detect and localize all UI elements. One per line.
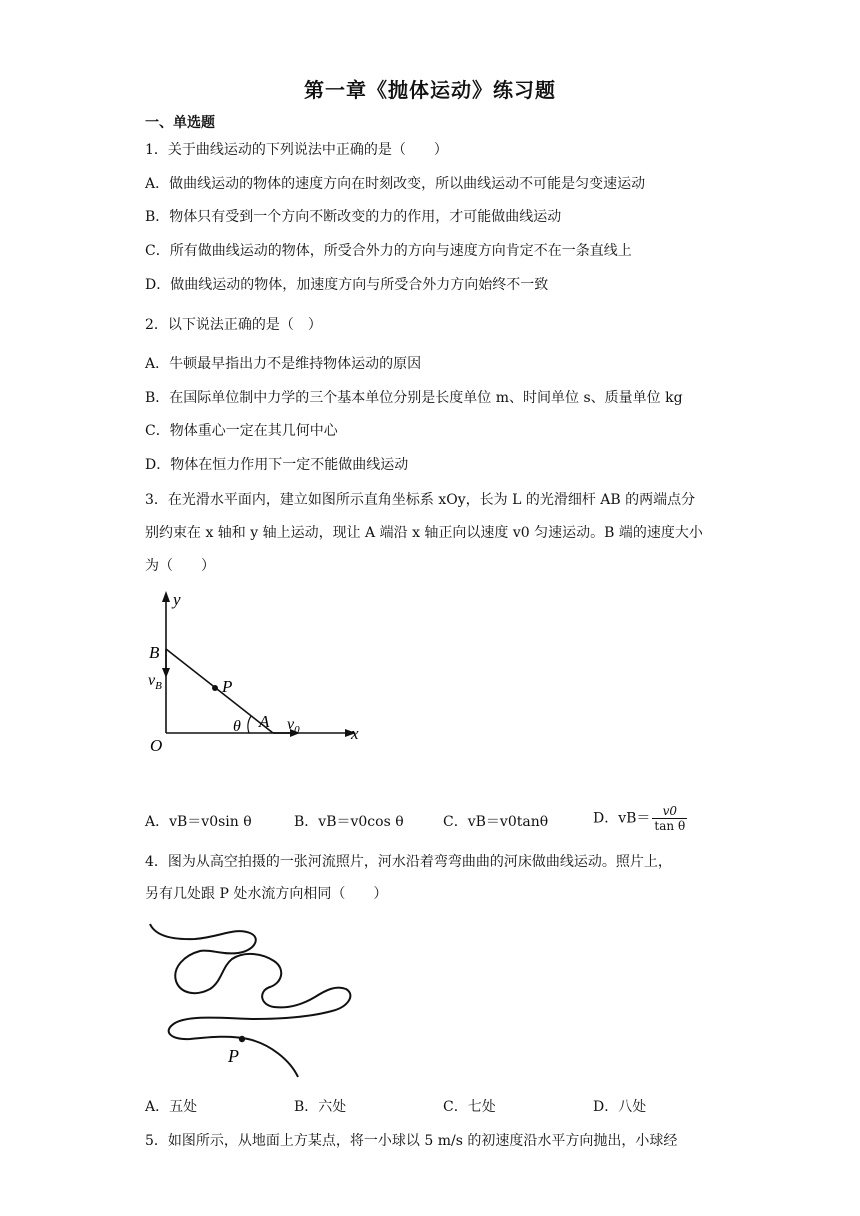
q3-option-b: B．vB＝v0cos θ <box>294 814 404 830</box>
q2-option-b: B．在国际单位制中力学的三个基本单位分别是长度单位 m、时间单位 s、质量单位 kg <box>145 390 683 406</box>
q1-stem: 1．关于曲线运动的下列说法中正确的是（ ） <box>145 142 448 158</box>
label-y: y <box>173 590 181 609</box>
q3-option-d-fraction <box>652 804 687 833</box>
label-o: O <box>150 736 163 755</box>
q3-option-a: A．vB＝v0sin θ <box>145 814 252 830</box>
label-p: P <box>228 1046 239 1066</box>
vb-arrow-icon <box>162 668 170 678</box>
q2-stem: 2．以下说法正确的是（ ） <box>145 317 322 333</box>
q4-option-a: A．五处 <box>145 1099 198 1115</box>
q3-coordinate-figure <box>140 585 370 760</box>
q3-line-2: 别约束在 x 轴和 y 轴上运动，现让 A 端沿 x 轴正向以速度 v0 匀速运动。B 端的速度大小 <box>145 525 703 541</box>
q2-option-d: D．物体在恒力作用下一定不能做曲线运动 <box>145 457 409 473</box>
q4-line-2: 另有几处跟 P 处水流方向相同（ ） <box>145 886 388 902</box>
q4-option-b: B．六处 <box>294 1099 347 1115</box>
q5-line-1: 5．如图所示，从地面上方某点，将一小球以 5 m/s 的初速度沿水平方向抛出，小球经 <box>145 1133 678 1149</box>
q2-option-c: C．物体重心一定在其几何中心 <box>145 423 338 439</box>
q4-line-1: 4．图为从高空拍摄的一张河流照片，河水沿着弯弯曲曲的河床做曲线运动。照片上， <box>145 854 672 870</box>
label-v0: $v_0$ <box>287 716 300 736</box>
y-axis-arrow-icon <box>162 591 170 602</box>
point-p <box>212 685 218 691</box>
label-vb: $v_B$ <box>148 672 162 692</box>
point-p <box>239 1036 245 1042</box>
angle-arc <box>248 716 251 733</box>
q1-option-c: C．所有做曲线运动的物体，所受合外力的方向与速度方向肯定不在一条直线上 <box>145 243 632 259</box>
q4-river-figure <box>140 915 365 1085</box>
rod-ab <box>166 649 273 733</box>
label-theta: θ <box>233 718 241 735</box>
label-b: B <box>149 643 160 662</box>
q1-option-b: B．物体只有受到一个方向不断改变的力的作用，才可能做曲线运动 <box>145 209 562 225</box>
section-heading: 一、单选题 <box>145 115 215 131</box>
q3-option-c: C．vB＝v0tanθ <box>443 814 549 830</box>
label-x: x <box>351 724 359 743</box>
q1-option-a: A．做曲线运动的物体的速度方向在时刻改变，所以曲线运动不可能是匀变速运动 <box>145 176 646 192</box>
fraction-denominator: tan θ <box>654 819 686 833</box>
river-curve <box>150 924 350 1077</box>
q3-line-3: 为（ ） <box>145 558 215 574</box>
q2-option-a: A．牛顿最早指出力不是维持物体运动的原因 <box>145 356 422 372</box>
q1-option-d: D．做曲线运动的物体，加速度方向与所受合外力方向始终不一致 <box>145 277 549 293</box>
q3-line-1: 3．在光滑水平面内，建立如图所示直角坐标系 xOy，长为 L 的光滑细杆 AB 的两端点分 <box>145 492 696 508</box>
q3-option-d <box>593 804 687 833</box>
q3-option-d-prefix: D．vB＝ <box>593 810 651 827</box>
fraction-numerator: v0 <box>652 804 687 819</box>
q4-option-d: D．八处 <box>593 1099 647 1115</box>
q4-option-c: C．七处 <box>443 1099 496 1115</box>
label-p: P <box>222 677 233 696</box>
label-a: A <box>259 712 270 731</box>
page-title: 第一章《抛体运动》练习题 <box>304 78 556 102</box>
